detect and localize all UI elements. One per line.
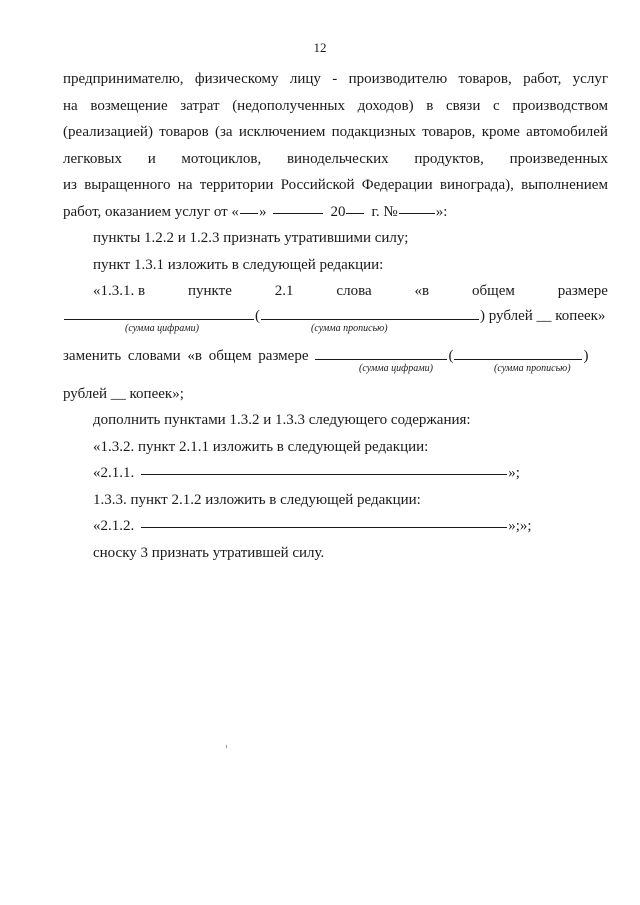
word: винодельческих: [286, 150, 389, 167]
item-211-line: [63, 460, 608, 487]
text-fragment: заменить словами «в общем размере: [63, 347, 309, 364]
blank-field: [141, 460, 507, 475]
word: на: [63, 97, 78, 114]
word: слова: [336, 283, 372, 299]
blank-field: [346, 199, 364, 214]
blank-field: [454, 345, 582, 360]
item-133: 1.3.3. пункт 2.1.2 изложить в следующей редакции:: [93, 491, 421, 508]
text-line-date: [63, 199, 608, 226]
word: «1.3.1. в: [93, 283, 146, 299]
word: и: [147, 150, 156, 167]
word: доходов): [357, 97, 414, 114]
word: винограда),: [439, 177, 514, 193]
text-line: [63, 119, 608, 146]
word: производством: [512, 97, 608, 114]
text-fragment: «2.1.1.: [93, 465, 135, 481]
word: пункте: [188, 283, 232, 299]
text-line: [63, 172, 608, 199]
word: товаров,: [422, 124, 476, 140]
quote-131-line: [63, 278, 608, 305]
word: территории: [199, 177, 274, 193]
word: из: [63, 177, 77, 193]
text-fragment: «2.1.2.: [93, 518, 135, 534]
text-fragment: (: [255, 307, 260, 324]
word: -: [332, 71, 338, 87]
word: производителю: [348, 71, 448, 87]
footnote-line: сноску 3 признать утратившей силу.: [93, 544, 325, 561]
word: работ,: [523, 71, 562, 87]
text-line: [63, 66, 608, 93]
word: 2.1: [274, 283, 294, 299]
supplement-line: дополнить пунктами 1.3.2 и 1.3.3 следующего содержания:: [93, 412, 471, 428]
text-fragment: »;: [508, 465, 520, 481]
blank-field: [399, 199, 435, 214]
document-body: [63, 66, 608, 566]
word: товаров,: [458, 71, 512, 87]
text-fragment: ) рублей __ копеек»: [480, 307, 606, 324]
word: лицу: [289, 71, 321, 87]
item-212-line: [63, 513, 608, 540]
word: физическому: [194, 71, 279, 87]
word: услуг: [572, 71, 608, 87]
word: размере: [557, 283, 608, 299]
blank-field: [240, 199, 258, 214]
text-line: [63, 93, 608, 120]
word: «в: [414, 283, 430, 299]
word: с: [493, 97, 500, 114]
text-fragment: ): [583, 347, 589, 364]
caption-sum-words: (сумма прописью): [311, 322, 388, 334]
text-line: [63, 146, 608, 173]
text-fragment: 20: [330, 203, 346, 220]
caption-sum-words: (сумма прописью): [494, 362, 571, 374]
caption-sum-digits: (сумма цифрами): [125, 322, 199, 334]
text-fragment: »;»;: [508, 518, 532, 534]
blank-field: [315, 345, 447, 360]
word: Российской: [280, 177, 355, 193]
blank-field: [273, 199, 323, 214]
word: Федерации: [361, 177, 433, 193]
word: (реализацией): [63, 124, 153, 140]
word: выращенного: [84, 177, 171, 193]
caption-sum-digits: (сумма цифрами): [359, 362, 433, 374]
word: в: [426, 97, 434, 114]
item-132: «1.3.2. пункт 2.1.1 изложить в следующей редакции:: [93, 438, 429, 455]
replace-line-2: рублей __ копеек»;: [63, 385, 184, 402]
caption-row: [63, 322, 608, 345]
word: связи: [445, 97, 481, 114]
word: товаров: [159, 124, 209, 140]
word: на: [177, 177, 193, 193]
word: (недополученных: [232, 97, 345, 114]
blank-field: [261, 305, 479, 320]
word: предпринимателю,: [63, 71, 184, 87]
word: подакцизных: [331, 124, 416, 140]
word: мотоциклов,: [181, 150, 262, 167]
caption-row: [63, 362, 608, 385]
blank-field: [141, 513, 507, 528]
word: исключением: [238, 124, 326, 140]
text-fragment: »:: [435, 203, 448, 220]
scan-mark: [226, 745, 227, 748]
word: общем: [472, 283, 515, 299]
text-fragment: г. №: [371, 203, 398, 220]
text-fragment: (: [448, 347, 454, 364]
word: возмещение: [90, 97, 168, 114]
text-fragment: »: [258, 203, 267, 220]
page-number: 12: [313, 40, 327, 55]
blank-field: [64, 305, 254, 320]
word: продуктов,: [414, 150, 484, 167]
item-131-intro: пункт 1.3.1 изложить в следующей редакции:: [93, 256, 384, 273]
word: произведенных: [509, 150, 608, 167]
word: легковых: [63, 150, 122, 167]
word: кроме: [481, 124, 520, 140]
text-fragment: работ, оказанием услуг от «: [63, 203, 239, 220]
word: (за: [215, 124, 233, 140]
word: автомобилей: [526, 124, 608, 140]
word: выполнением: [521, 177, 608, 193]
item-122: пункты 1.2.2 и 1.2.3 признать утратившими силу;: [93, 230, 409, 246]
word: затрат: [180, 97, 220, 114]
